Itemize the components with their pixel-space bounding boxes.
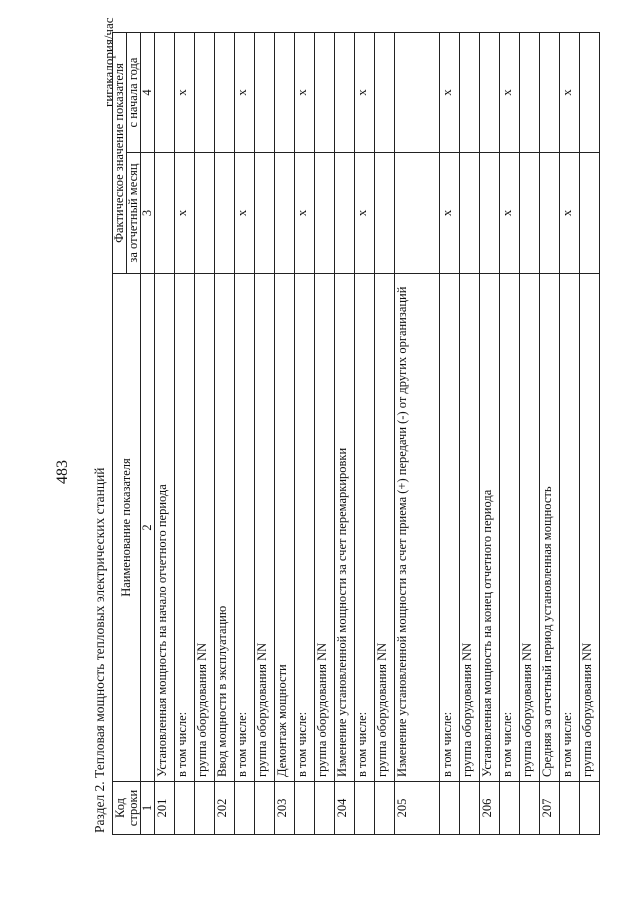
header-year: с начала года: [127, 32, 141, 152]
table-row: [440, 32, 460, 834]
col-num-4: 4: [141, 32, 155, 152]
row-month-value: [375, 153, 395, 274]
row-name: Изменение установленной мощности за счет приема (+) передачи (-) от других организаций: [395, 274, 440, 782]
row-month-value: x: [175, 153, 195, 274]
table-row: [275, 32, 295, 834]
page-number: 483: [54, 460, 71, 484]
row-code: [580, 782, 600, 835]
row-year-value: x: [500, 32, 520, 152]
table-row: [215, 32, 235, 834]
table-row: [355, 32, 375, 834]
row-year-value: [480, 32, 500, 152]
table-row: [500, 32, 520, 834]
row-name: в том числе:: [175, 274, 195, 782]
row-year-value: x: [355, 32, 375, 152]
row-year-value: [275, 32, 295, 152]
row-name: в том числе:: [560, 274, 580, 782]
row-month-value: [335, 153, 355, 274]
row-month-value: x: [295, 153, 315, 274]
row-code: [500, 782, 520, 835]
table-row: [560, 32, 580, 834]
row-code: [460, 782, 480, 835]
row-name: в том числе:: [500, 274, 520, 782]
col-num-1: 1: [141, 782, 155, 835]
row-month-value: [540, 153, 560, 274]
row-code: [520, 782, 540, 835]
table-row: [175, 32, 195, 834]
row-year-value: [540, 32, 560, 152]
row-name: группа оборудования NN: [520, 274, 540, 782]
row-code: [560, 782, 580, 835]
table-row: [580, 32, 600, 834]
header-row-1: [113, 32, 127, 834]
row-year-value: [395, 32, 440, 152]
col-num-3: 3: [141, 153, 155, 274]
row-name: группа оборудования NN: [580, 274, 600, 782]
row-month-value: [395, 153, 440, 274]
row-year-value: [155, 32, 175, 152]
row-year-value: x: [560, 32, 580, 152]
row-name: группа оборудования NN: [255, 274, 275, 782]
row-month-value: [580, 153, 600, 274]
row-code: [375, 782, 395, 835]
row-month-value: [215, 153, 235, 274]
table-row: [295, 32, 315, 834]
row-code: [255, 782, 275, 835]
row-month-value: [155, 153, 175, 274]
table-row: [540, 32, 560, 834]
header-code: Код строки: [113, 782, 141, 835]
row-code: [175, 782, 195, 835]
col-num-2: 2: [141, 274, 155, 782]
row-code: 205: [395, 782, 440, 835]
row-year-value: [580, 32, 600, 152]
row-year-value: [460, 32, 480, 152]
row-year-value: [195, 32, 215, 152]
table-row: [480, 32, 500, 834]
row-name: Средняя за отчетный период установленная мощность: [540, 274, 560, 782]
row-year-value: [520, 32, 540, 152]
header-name: Наименование показателя: [113, 274, 141, 782]
row-name: в том числе:: [355, 274, 375, 782]
row-name: Изменение установленной мощности за счет перемаркировки: [335, 274, 355, 782]
row-code: [235, 782, 255, 835]
row-code: [440, 782, 460, 835]
row-code: [295, 782, 315, 835]
header-month: за отчетный месяц: [127, 153, 141, 274]
section-title: Раздел 2. Тепловая мощность тепловых электрических станций: [92, 467, 107, 833]
row-year-value: [315, 32, 335, 152]
row-code: [355, 782, 375, 835]
row-name: группа оборудования NN: [375, 274, 395, 782]
indicator-table: [112, 32, 600, 835]
row-month-value: x: [560, 153, 580, 274]
row-code: 203: [275, 782, 295, 835]
row-month-value: [520, 153, 540, 274]
table-row: [315, 32, 335, 834]
row-month-value: [275, 153, 295, 274]
table-row: [375, 32, 395, 834]
table-row: [335, 32, 355, 834]
row-code: 202: [215, 782, 235, 835]
row-year-value: [255, 32, 275, 152]
row-year-value: [215, 32, 235, 152]
table-row: [255, 32, 275, 834]
row-year-value: x: [440, 32, 460, 152]
unit-label: гигакалория/час: [101, 17, 116, 107]
row-year-value: x: [175, 32, 195, 152]
row-name: группа оборудования NN: [195, 274, 215, 782]
row-name: группа оборудования NN: [460, 274, 480, 782]
row-month-value: x: [355, 153, 375, 274]
row-name: в том числе:: [440, 274, 460, 782]
row-month-value: [480, 153, 500, 274]
row-month-value: x: [235, 153, 255, 274]
row-code: 204: [335, 782, 355, 835]
table-row: [520, 32, 540, 834]
row-month-value: x: [440, 153, 460, 274]
row-code: 201: [155, 782, 175, 835]
row-name: Демонтаж мощности: [275, 274, 295, 782]
row-name: в том числе:: [295, 274, 315, 782]
table-row: [460, 32, 480, 834]
row-name: Установленная мощность на конец отчетного периода: [480, 274, 500, 782]
row-month-value: [255, 153, 275, 274]
row-year-value: x: [235, 32, 255, 152]
table-body: [113, 32, 600, 834]
row-name: группа оборудования NN: [315, 274, 335, 782]
row-month-value: [315, 153, 335, 274]
row-month-value: x: [500, 153, 520, 274]
row-code: 206: [480, 782, 500, 835]
row-code: 207: [540, 782, 560, 835]
header-actual: Фактическое значение показателя: [113, 32, 127, 273]
row-name: Установленная мощность на начало отчетного периода: [155, 274, 175, 782]
row-name: Ввод мощности в эксплуатацию: [215, 274, 235, 782]
table-row: [395, 32, 440, 834]
row-month-value: [460, 153, 480, 274]
table-row: [235, 32, 255, 834]
row-year-value: x: [295, 32, 315, 152]
table-row: [195, 32, 215, 834]
header-col-numbers: [141, 32, 155, 834]
row-code: [315, 782, 335, 835]
row-month-value: [195, 153, 215, 274]
table-row: [155, 32, 175, 834]
row-code: [195, 782, 215, 835]
row-year-value: [375, 32, 395, 152]
row-name: в том числе:: [235, 274, 255, 782]
row-year-value: [335, 32, 355, 152]
